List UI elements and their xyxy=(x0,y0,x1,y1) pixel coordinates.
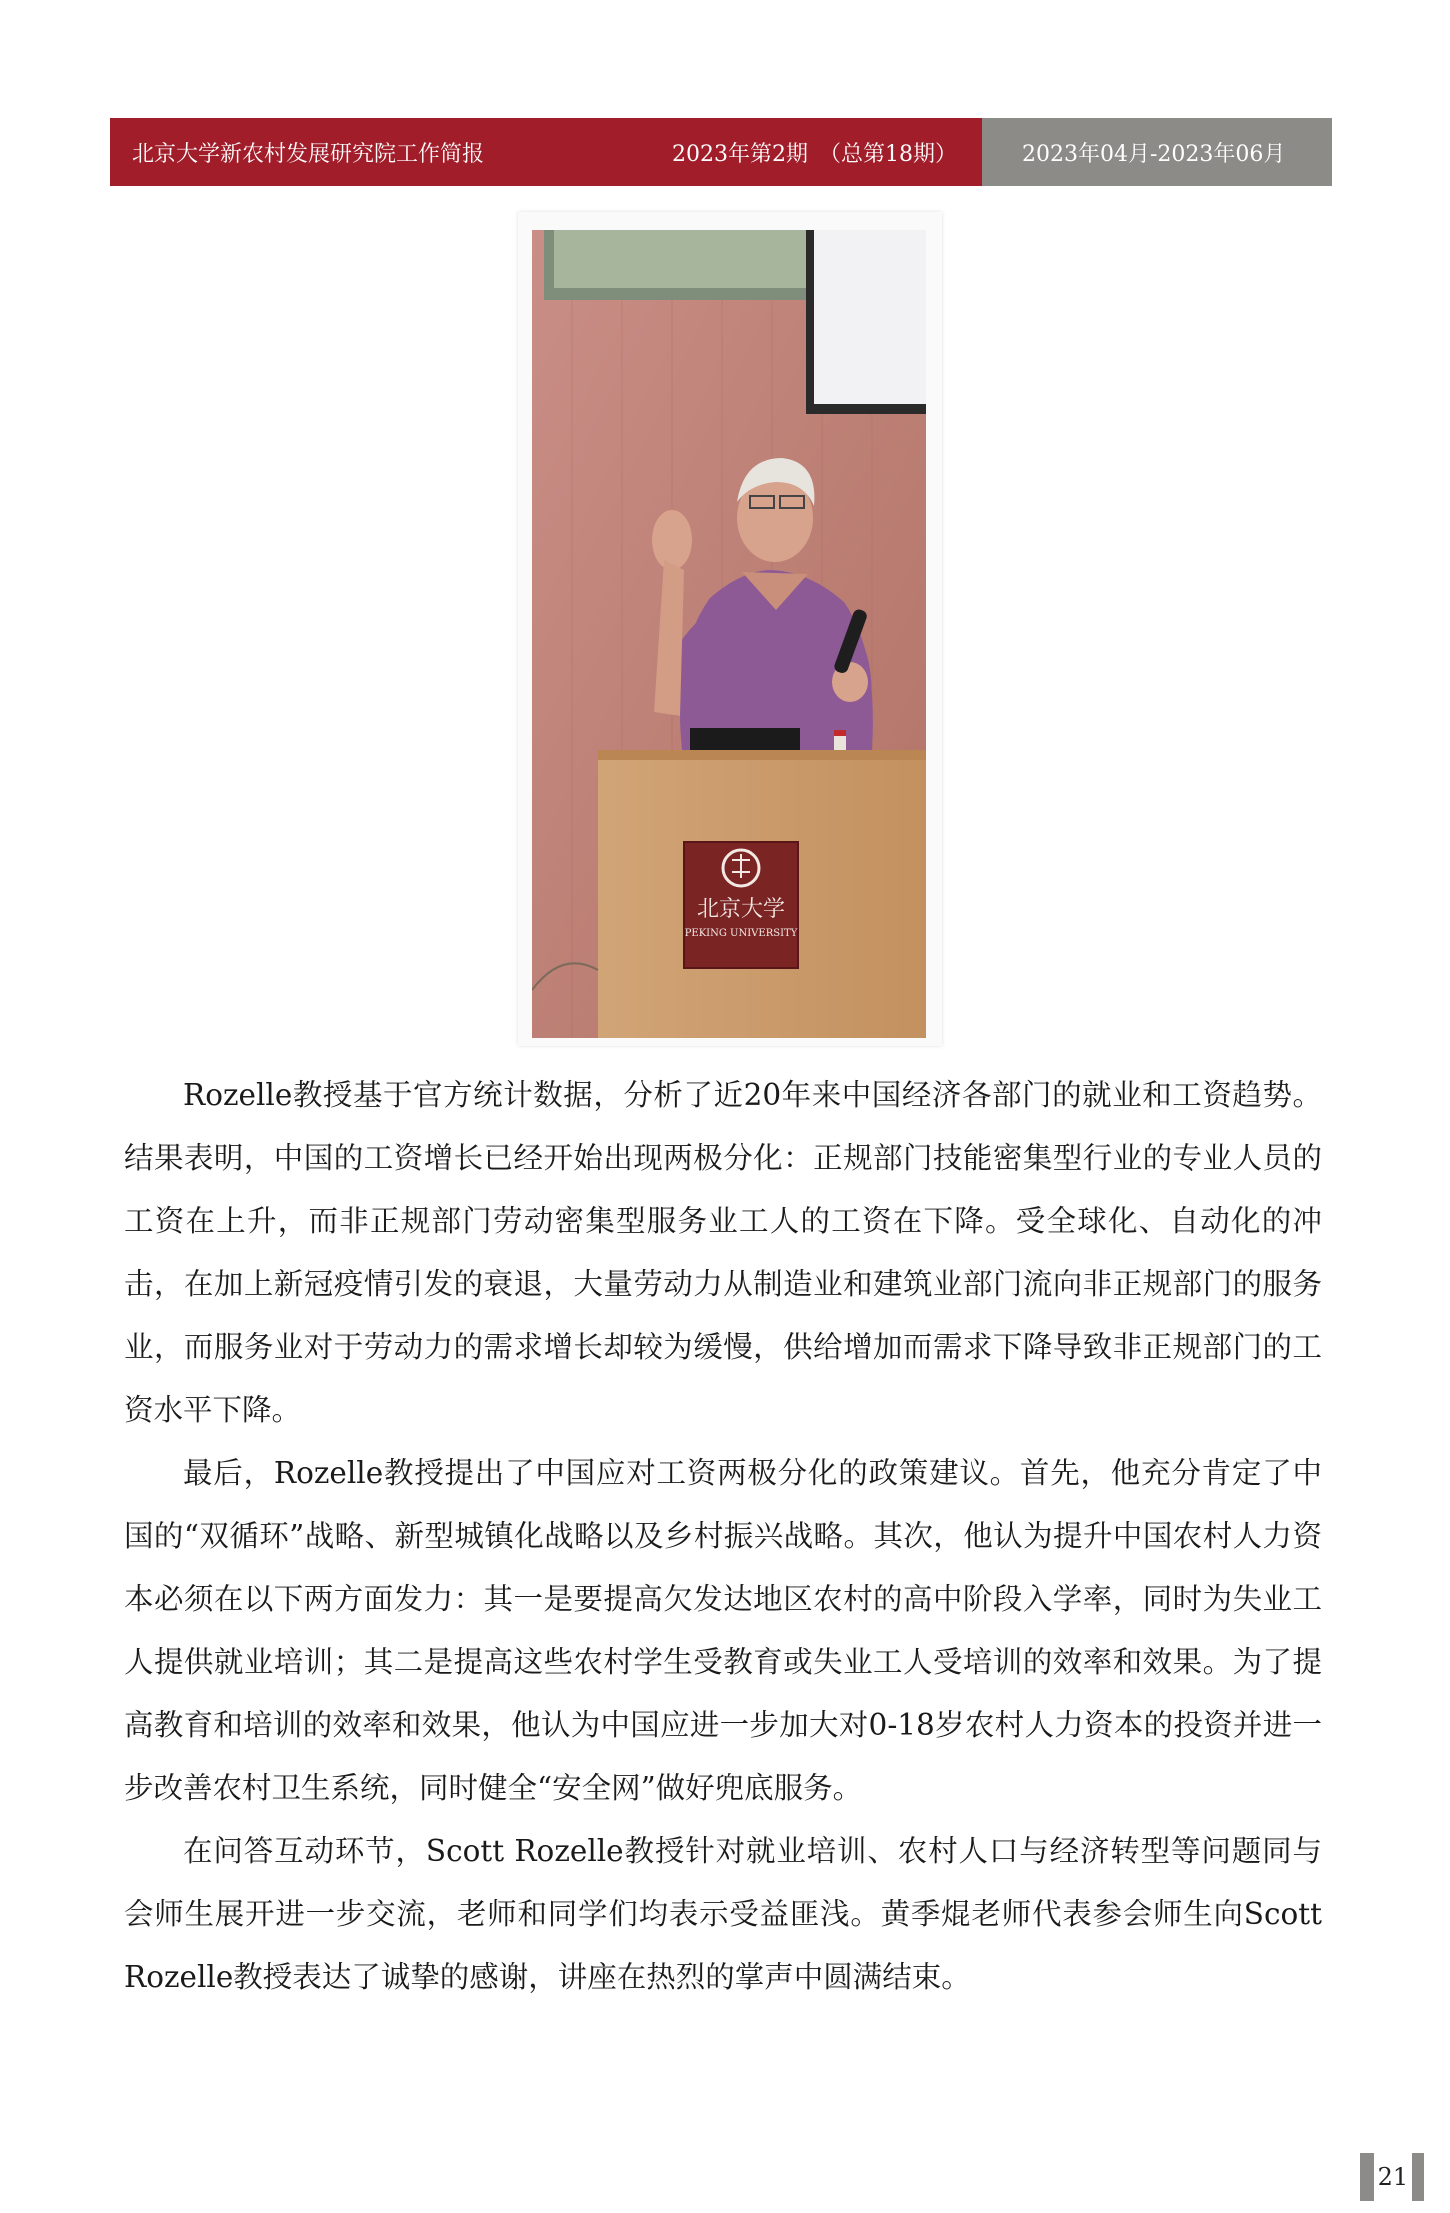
podium-sign-english: PEKING UNIVERSITY xyxy=(684,928,798,939)
lecture-photo-frame xyxy=(518,212,942,1046)
lecture-photo xyxy=(532,230,926,1038)
header-grey-band xyxy=(982,118,1332,186)
page-number-bar xyxy=(1412,2153,1424,2201)
issue-period: 2023年04月-2023年06月 xyxy=(1022,141,1286,167)
paragraph: Rozelle教授基于官方统计数据，分析了近20年来中国经济各部门的就业和工资趋势。结果表明，中国的工资增长已经开始出现两极分化：正规部门技能密集型行业的专业人员的工资在上升，而非正规部门劳动密集型服务业工人的工资在下降。受全球化、自动化的冲击，在加上新冠疫情引发的衰退，大量劳动力从制造业和建筑业部门流向非正规部门的服务业，而服务业对于劳动力的需求增长却较为缓慢，供给增加而需求下降导致非正规部门的工资水平下降。 xyxy=(124,1078,1322,1427)
article-body xyxy=(124,1064,1322,2009)
podium-sign-chinese: 北京大学 xyxy=(696,897,786,922)
header-red-band xyxy=(110,118,982,186)
page-number-bar xyxy=(1360,2153,1374,2201)
page-number: 21 xyxy=(1377,2163,1409,2191)
page-number-box xyxy=(1360,2153,1424,2201)
paragraph: 在问答互动环节，Scott Rozelle教授针对就业培训、农村人口与经济转型等问题同与会师生展开进一步交流，老师和同学们均表示受益匪浅。黄季焜老师代表参会师生向Scott Rozelle教授表达了诚挚的感谢，讲座在热烈的掌声中圆满结束。 xyxy=(124,1834,1322,1994)
publication-title: 北京大学新农村发展研究院工作简报 xyxy=(132,141,485,167)
paragraph: 最后，Rozelle教授提出了中国应对工资两极分化的政策建议。首先，他充分肯定了中国的“双循环”战略、新型城镇化战略以及乡村振兴战略。其次，他认为提升中国农村人力资本必须在以下两方面发力：其一是要提高欠发达地区农村的高中阶段入学率，同时为失业工人提供就业培训；其二是提高这些农村学生受教育或失业工人受培训的效率和效果。为了提高教育和培训的效率和效果，他认为中国应进一步加大对0-18岁农村人力资本的投资并进一步改善农村卫生系统，同时健全“安全网”做好兜底服务。 xyxy=(124,1456,1322,1805)
page-header xyxy=(110,118,1332,186)
issue-number: 2023年第2期 （总第18期） xyxy=(672,141,957,167)
